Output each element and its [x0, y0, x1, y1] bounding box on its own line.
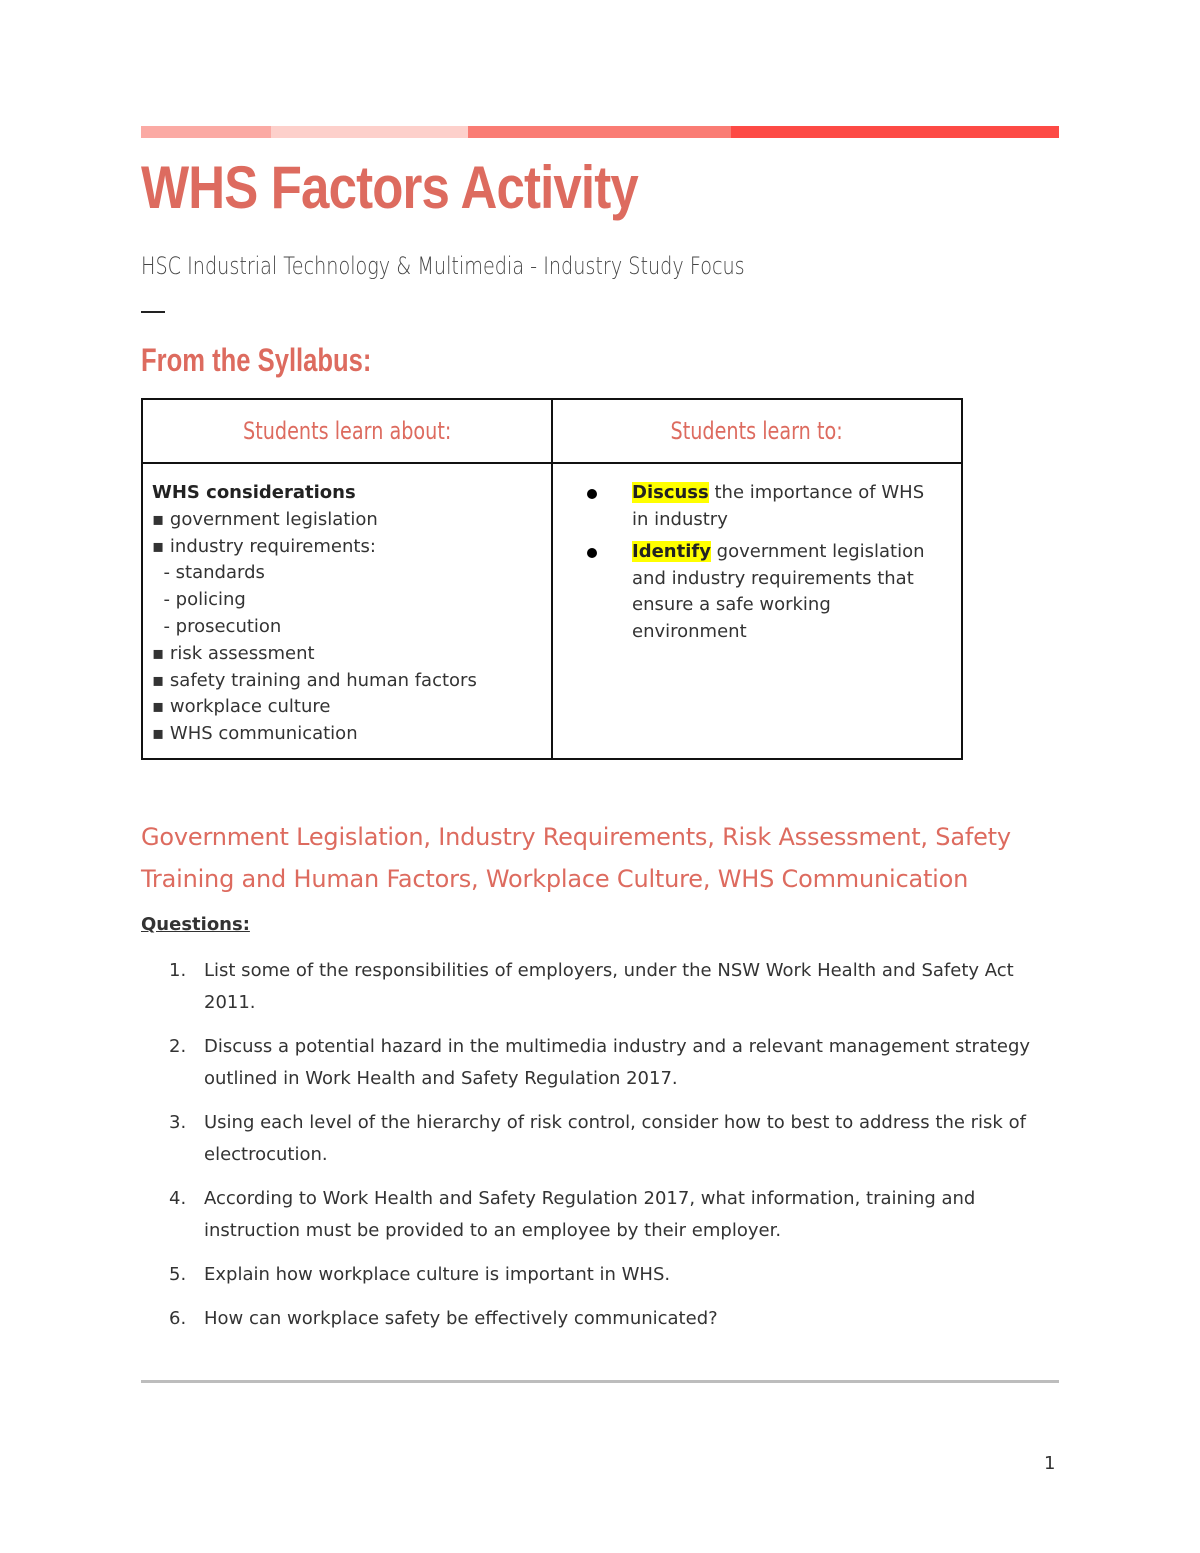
accent-bar-segment: [271, 126, 468, 138]
accent-bar-segment: [141, 126, 271, 138]
list-item-text: the importance of WHS in industry: [632, 482, 925, 530]
list-item: ▪ risk assessment: [152, 642, 315, 664]
list-item: ▪ WHS communication: [152, 723, 358, 745]
list-item-text: government legislation and industry requirements that ensure a safe working environment: [632, 541, 925, 642]
list-item: - policing: [152, 589, 246, 611]
bullet-icon: [587, 489, 597, 499]
column-header-label: Students learn about:: [242, 417, 452, 445]
bullet-icon: [587, 548, 597, 558]
question-number: 6.: [169, 1308, 187, 1329]
question-text: List some of the responsibilities of employers, under the NSW Work Health and Safety Act 2011.: [204, 960, 1014, 1013]
question-number: 3.: [169, 1112, 187, 1133]
learn-about-list: [152, 480, 542, 748]
column-header-learn-about: [142, 399, 552, 463]
list-item: ▪ safety training and human factors: [152, 669, 477, 691]
question-item: [141, 1303, 1041, 1335]
question-number: 5.: [169, 1264, 187, 1285]
considerations-title: WHS considerations: [152, 482, 356, 503]
question-text: According to Work Health and Safety Regulation 2017, what information, training and instruction must be provided to an employee by their employer.: [204, 1188, 976, 1241]
highlighted-verb: Identify: [632, 541, 711, 562]
syllabus-table-header: [142, 399, 962, 463]
list-item: ▪ workplace culture: [152, 696, 331, 718]
question-item: [141, 955, 1041, 1019]
page-number: 1: [1044, 1453, 1056, 1474]
learn-about-cell: [142, 463, 552, 759]
question-item: [141, 1183, 1041, 1247]
question-item: [141, 1031, 1041, 1095]
question-text: How can workplace safety be effectively communicated?: [204, 1308, 718, 1329]
question-number: 4.: [169, 1188, 187, 1209]
question-item: [141, 1107, 1041, 1171]
learn-to-list: [562, 480, 952, 645]
accent-bar-segment: [731, 126, 1059, 138]
syllabus-table-body: [142, 463, 962, 759]
list-item: [632, 480, 952, 533]
list-item: ▪ government legislation: [152, 508, 378, 530]
syllabus-heading: From the Syllabus:: [141, 342, 372, 378]
highlighted-verb: Discuss: [632, 482, 709, 503]
topics-heading: Government Legislation, Industry Requirements, Risk Assessment, Safety Training and Human Factors, Workplace Culture, WHS Communication: [141, 823, 1011, 893]
question-number: 1.: [169, 960, 187, 981]
list-item: [632, 539, 952, 645]
question-text: Using each level of the hierarchy of risk control, consider how to best to address the risk of electrocution.: [204, 1112, 1026, 1165]
accent-bar: [141, 126, 1059, 138]
list-item: - prosecution: [152, 615, 282, 637]
accent-bar-segment: [468, 126, 731, 138]
column-header-learn-to: [552, 399, 962, 463]
questions-list: [141, 955, 1041, 1347]
list-item: - standards: [152, 562, 265, 584]
list-item: ▪ industry requirements:: [152, 535, 376, 557]
question-item: [141, 1259, 1041, 1291]
question-text: Discuss a potential hazard in the multimedia industry and a relevant management strategy outlined in Work Health and Safety Regulation 2017.: [204, 1036, 1031, 1089]
questions-label: Questions:: [141, 914, 250, 935]
syllabus-table: [141, 398, 963, 760]
learn-to-cell: [552, 463, 962, 759]
question-text: Explain how workplace culture is important in WHS.: [204, 1264, 671, 1285]
document-subtitle: HSC Industrial Technology & Multimedia - Industry Study Focus: [141, 252, 745, 280]
question-number: 2.: [169, 1036, 187, 1057]
document-title: WHS Factors Activity: [141, 154, 638, 221]
column-header-label: Students learn to:: [670, 417, 844, 445]
footer-divider: [141, 1380, 1059, 1383]
title-divider: [141, 311, 165, 313]
